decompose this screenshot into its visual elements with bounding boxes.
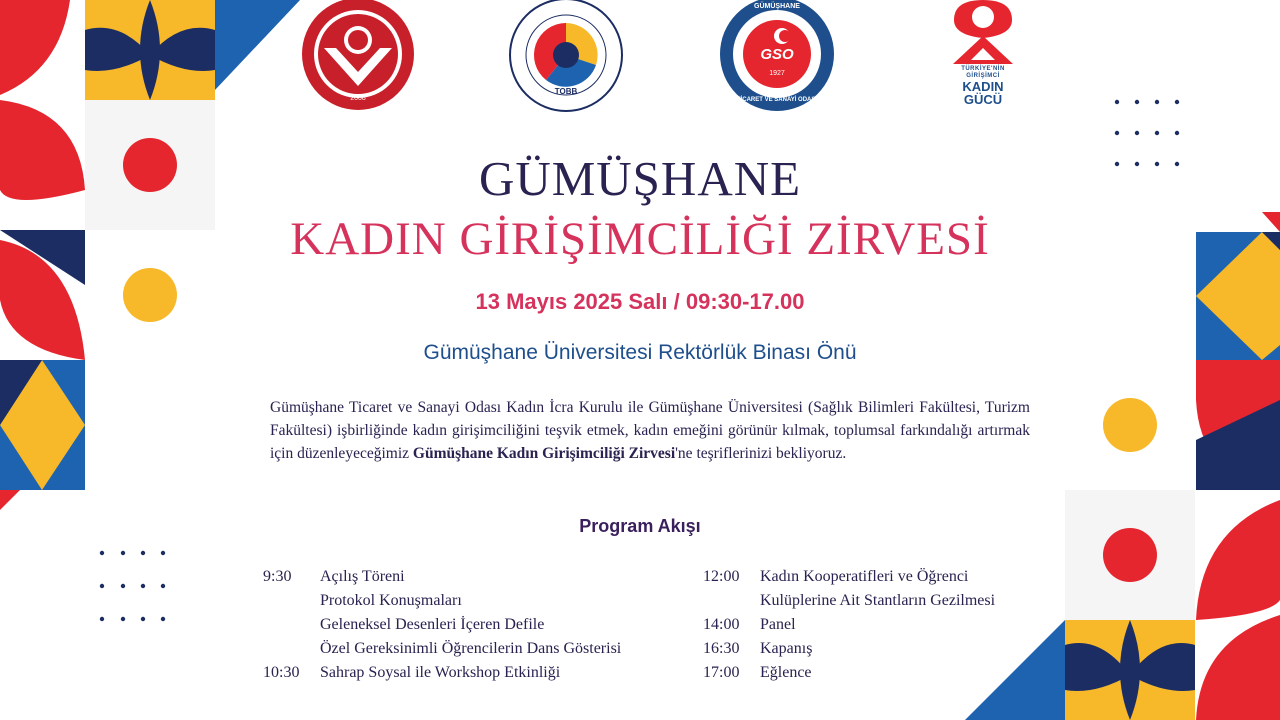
intro-paragraph xyxy=(270,396,1030,465)
program-row xyxy=(703,565,995,589)
gso-mark: GSO xyxy=(760,46,794,63)
gso-bottom-text: TİCARET VE SANAYİ ODASI xyxy=(736,97,818,103)
program-item: Protokol Konuşmaları xyxy=(320,592,462,609)
yellow-circle-right xyxy=(1103,398,1157,452)
program-row xyxy=(703,589,995,613)
program-row xyxy=(263,661,621,685)
program-time: 17:00 xyxy=(703,664,740,681)
program-item: Açılış Töreni xyxy=(320,568,405,585)
gso-top-text: GÜMÜŞHANE xyxy=(754,3,800,10)
kadin-gucu-line4: GÜCÜ xyxy=(963,92,1003,107)
program-row xyxy=(703,637,995,661)
program-row xyxy=(263,589,621,613)
tobb-label: TOBB xyxy=(554,87,578,96)
title-line2: KADIN GİRİŞİMCİLİĞİ ZİRVESİ xyxy=(290,213,990,265)
intro-text-after: 'ne teşriflerinizi bekliyoruz. xyxy=(675,445,847,462)
kadin-gucu-line1: TÜRKİYE'NİN xyxy=(961,66,1005,72)
gso-year: 1927 xyxy=(769,70,785,77)
program-time xyxy=(263,637,320,661)
title-line1: GÜMÜŞHANE xyxy=(478,151,802,206)
program-row xyxy=(263,613,621,637)
program-right-column xyxy=(703,565,995,685)
program-time xyxy=(703,589,760,613)
kadin-gucu-line2: GİRİŞİMCİ xyxy=(966,73,1000,79)
event-date-time: 13 Mayıs 2025 Salı / 09:30-17.00 xyxy=(475,289,805,314)
program-time: 10:30 xyxy=(263,664,300,681)
program-title: Program Akışı xyxy=(579,516,701,536)
program-time: 12:00 xyxy=(703,568,740,585)
program-row xyxy=(263,565,621,589)
program-time: 14:00 xyxy=(703,616,740,633)
program-row xyxy=(703,661,995,685)
program-left-column xyxy=(263,565,621,685)
program-item: Sahrap Soysal ile Workshop Etkinliği xyxy=(320,664,561,681)
program-item: Özel Gereksinimli Öğrencilerin Dans Gösterisi xyxy=(320,640,622,657)
program-item: Eğlence xyxy=(760,664,812,681)
intro-text-bold: Gümüşhane Kadın Girişimciliği Zirvesi xyxy=(412,445,676,462)
program-item: Geleneksel Desenleri İçeren Defile xyxy=(320,616,545,633)
university-year: 2008 xyxy=(350,95,366,102)
program-time xyxy=(263,613,320,637)
program-item: Kulüplerine Ait Stantların Gezilmesi xyxy=(760,592,996,609)
university-logo xyxy=(302,0,414,110)
kadin-gucu-line3: KADIN xyxy=(962,79,1004,94)
program-item: Kapanış xyxy=(760,640,813,657)
program-row xyxy=(263,637,621,661)
kadin-gucu-logo xyxy=(953,0,1013,64)
program-time: 9:30 xyxy=(263,568,292,585)
program-time: 16:30 xyxy=(703,640,740,657)
program-item: Kadın Kooperatifleri ve Öğrenci xyxy=(760,568,969,585)
kadin-gucu-text xyxy=(948,66,1018,106)
program-item: Panel xyxy=(760,616,796,633)
intro-text-before: Gümüşhane Ticaret ve Sanayi Odası Kadın İcra Kurulu ile Gümüşhane Üniversitesi (Sağlık Bilimleri Fakültesi, Turizm Fakültesi) işbirliğinde kadın girişimciliğini teşvik etmek, kadın emeğini görünür kılmak, toplumsal farkındalığı artırmak için düzenleyeceğimiz xyxy=(270,399,1030,462)
program-row xyxy=(703,613,995,637)
event-venue: Gümüşhane Üniversitesi Rektörlük Binası Önü xyxy=(423,341,857,364)
dot-grid-left xyxy=(100,551,165,621)
program-time xyxy=(263,589,320,613)
